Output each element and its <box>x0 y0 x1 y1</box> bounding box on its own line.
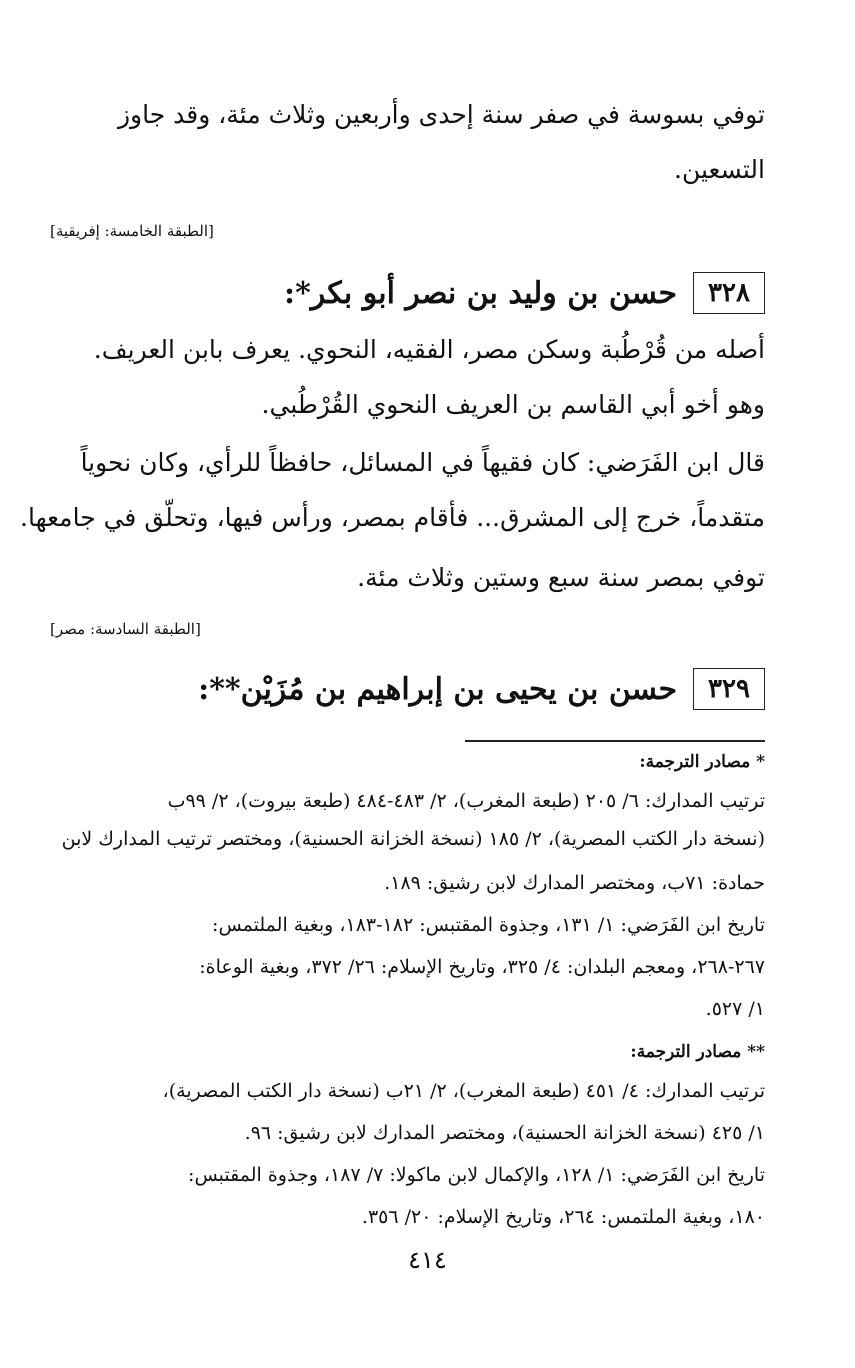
footnote-line: تاريخ ابن الفَرَضي: ١/ ١٢٨، والإكمال لابن ماكولا: ٧/ ١٨٧، وجذوة المقتبس: <box>188 1164 765 1186</box>
footnote-heading: ** مصادر الترجمة: <box>630 1042 765 1062</box>
body-line: وهو أخو أبي القاسم بن العريف النحوي القُرْطُبي. <box>261 390 765 419</box>
entry-number: ٣٢٩ <box>693 668 765 710</box>
footnote-line: (نسخة دار الكتب المصرية)، ٢/ ١٨٥ (نسخة الخزانة الحسنية)، ومختصر ترتيب المدارك لابن <box>61 828 765 850</box>
footnote-line: تاريخ ابن الفَرَضي: ١/ ١٣١، وجذوة المقتبس: ١٨٢-١٨٣، وبغية الملتمس: <box>212 914 765 936</box>
footnote-line: ترتيب المدارك: ٦/ ٢٠٥ (طبعة المغرب)، ٢/ ٤٨٣-٤٨٤ (طبعة بيروت)، ٢/ ٩٩ب <box>167 790 765 812</box>
page-number: ٤١٤ <box>408 1246 447 1274</box>
entry-header <box>284 272 765 314</box>
entry-name: حسن بن وليد بن نصر أبو بكر*: <box>284 275 677 311</box>
footnote-divider <box>465 740 765 742</box>
entry-header <box>198 668 765 710</box>
body-line: أصله من قُرْطُبة وسكن مصر، الفقيه، النحوي. يعرف بابن العريف. <box>93 335 765 364</box>
class-tag: [الطبقة الخامسة: إفريقية] <box>50 222 214 240</box>
entry-name: حسن بن يحيى بن إبراهيم بن مُزَيْن**: <box>198 671 677 707</box>
body-line: توفي بسوسة في صفر سنة إحدى وأربعين وثلاث مئة، وقد جاوز <box>117 100 765 129</box>
class-tag: [الطبقة السادسة: مصر] <box>50 620 201 638</box>
footnote-line: حمادة: ٧١ب، ومختصر المدارك لابن رشيق: ١٨٩. <box>384 872 765 894</box>
entry-number: ٣٢٨ <box>693 272 765 314</box>
footnote-line: ٢٦٧-٢٦٨، ومعجم البلدان: ٤/ ٣٢٥، وتاريخ الإسلام: ٢٦/ ٣٧٢، وبغية الوعاة: <box>199 956 765 978</box>
footnote-line: ١٨٠، وبغية الملتمس: ٢٦٤، وتاريخ الإسلام: ٢٠/ ٣٥٦. <box>361 1206 765 1228</box>
body-line: توفي بمصر سنة سبع وستين وثلاث مئة. <box>357 563 765 592</box>
footnote-line: ١/ ٤٢٥ (نسخة الخزانة الحسنية)، ومختصر المدارك لابن رشيق: ٩٦. <box>244 1122 765 1144</box>
body-line: متقدماً، خرج إلى المشرق... فأقام بمصر، ورأس فيها، وتحلّق في جامعها. <box>20 503 765 532</box>
footnote-line: ١/ ٥٢٧. <box>705 998 765 1020</box>
body-line: التسعين. <box>674 155 765 184</box>
footnote-line: ترتيب المدارك: ٤/ ٤٥١ (طبعة المغرب)، ٢/ ٢١ب (نسخة دار الكتب المصرية)، <box>162 1080 765 1102</box>
footnote-heading: * مصادر الترجمة: <box>639 752 765 772</box>
body-line: قال ابن الفَرَضي: كان فقيهاً في المسائل، حافظاً للرأي، وكان نحوياً <box>80 448 765 477</box>
